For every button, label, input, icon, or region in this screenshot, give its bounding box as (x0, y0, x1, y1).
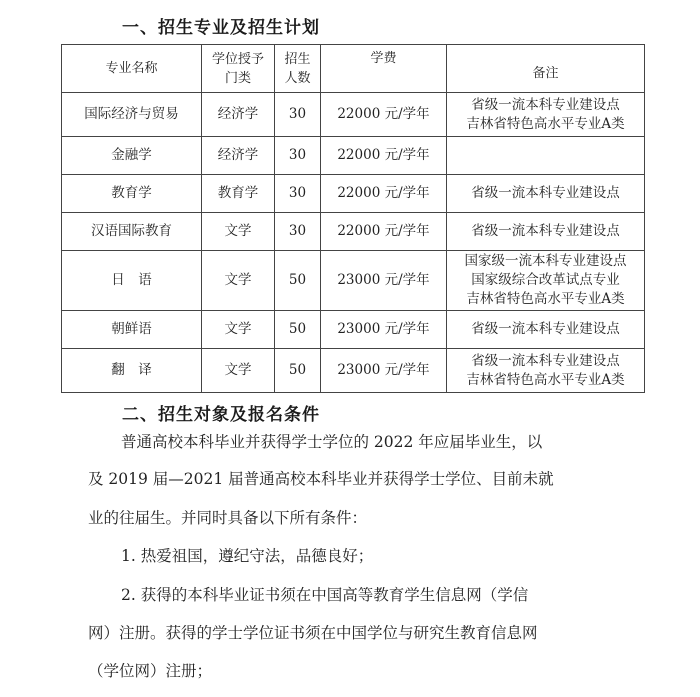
major-cell: 教育学 (62, 175, 202, 213)
notes-cell (447, 213, 645, 251)
paragraph-line: 普通高校本科毕业并获得学士学位的 2022 年应届毕业生，以 (121, 433, 543, 451)
header-degree: 学位授予门类 (202, 45, 275, 93)
notes-cell (447, 349, 645, 393)
tuition-cell: 22000 元/学年 (321, 137, 447, 175)
condition-item-2: 2. 获得的本科毕业证书须在中国高等教育学生信息网（学信 (121, 586, 529, 604)
quota-cell: 50 (275, 251, 321, 311)
major-cell: 朝鲜语 (62, 311, 202, 349)
degree-cell: 文学 (202, 311, 275, 349)
notes-cell (447, 175, 645, 213)
tuition-cell: 22000 元/学年 (321, 93, 447, 137)
notes-cell (447, 93, 645, 137)
paragraph-line: 网）注册。获得的学士学位证书须在中国学位与研究生教育信息网 (88, 624, 538, 642)
degree-cell: 经济学 (202, 93, 275, 137)
note-line: 吉林省特色高水平专业A类 (466, 115, 625, 132)
table-row (62, 93, 645, 137)
quota-cell: 30 (275, 93, 321, 137)
condition-item-1: 1. 热爱祖国，遵纪守法，品德良好； (121, 547, 374, 565)
enrollment-plan-table (61, 44, 645, 393)
notes-cell (447, 251, 645, 311)
quota-cell: 50 (275, 349, 321, 393)
paragraph-line: 及 2019 届—2021 届普通高校本科毕业并获得学士学位、目前未就 (88, 470, 554, 488)
tuition-cell: 23000 元/学年 (321, 349, 447, 393)
degree-cell: 经济学 (202, 137, 275, 175)
table-row (62, 311, 645, 349)
quota-cell: 30 (275, 137, 321, 175)
header-quota: 招生人数 (275, 45, 321, 93)
major-cell: 国际经济与贸易 (62, 93, 202, 137)
section-heading-2: 二、招生对象及报名条件 (122, 405, 320, 425)
table-row (62, 137, 645, 175)
major-cell: 汉语国际教育 (62, 213, 202, 251)
note-line: 国家级一流本科专业建设点 (464, 253, 627, 269)
table-row (62, 175, 645, 213)
table-row (62, 251, 645, 311)
paragraph-line: 业的往届生。并同时具备以下所有条件： (88, 509, 368, 527)
note-line: 省级一流本科专业建设点 (471, 352, 620, 369)
table-header-row (62, 45, 645, 93)
major-cell: 翻 译 (62, 349, 202, 393)
quota-cell: 50 (275, 311, 321, 349)
table-row (62, 349, 645, 393)
paragraph-line: （学位网）注册； (88, 662, 213, 680)
tuition-cell: 23000 元/学年 (321, 311, 447, 349)
note-line: 吉林省特色高水平专业A类 (466, 291, 625, 307)
tuition-cell: 23000 元/学年 (321, 251, 447, 311)
quota-cell: 30 (275, 213, 321, 251)
table-row (62, 213, 645, 251)
note-line: 国家级综合改革试点专业 (471, 272, 620, 288)
note-line: 省级一流本科专业建设点 (471, 96, 620, 113)
tuition-cell: 22000 元/学年 (321, 175, 447, 213)
notes-cell (447, 137, 645, 175)
notes-cell (447, 311, 645, 349)
header-major: 专业名称 (62, 45, 202, 93)
major-cell: 日 语 (62, 251, 202, 311)
note-line: 省级一流本科专业建设点 (471, 185, 620, 201)
degree-cell: 文学 (202, 349, 275, 393)
degree-cell: 文学 (202, 251, 275, 311)
degree-cell: 教育学 (202, 175, 275, 213)
tuition-cell: 22000 元/学年 (321, 213, 447, 251)
major-cell: 金融学 (62, 137, 202, 175)
header-notes: 备注 (447, 45, 645, 93)
quota-cell: 30 (275, 175, 321, 213)
note-line: 省级一流本科专业建设点 (471, 223, 620, 239)
degree-cell: 文学 (202, 213, 275, 251)
section-heading-1: 一、招生专业及招生计划 (122, 18, 320, 38)
note-line: 省级一流本科专业建设点 (471, 321, 620, 337)
header-tuition: 学费 (321, 45, 447, 93)
note-line: 吉林省特色高水平专业A类 (466, 371, 625, 388)
